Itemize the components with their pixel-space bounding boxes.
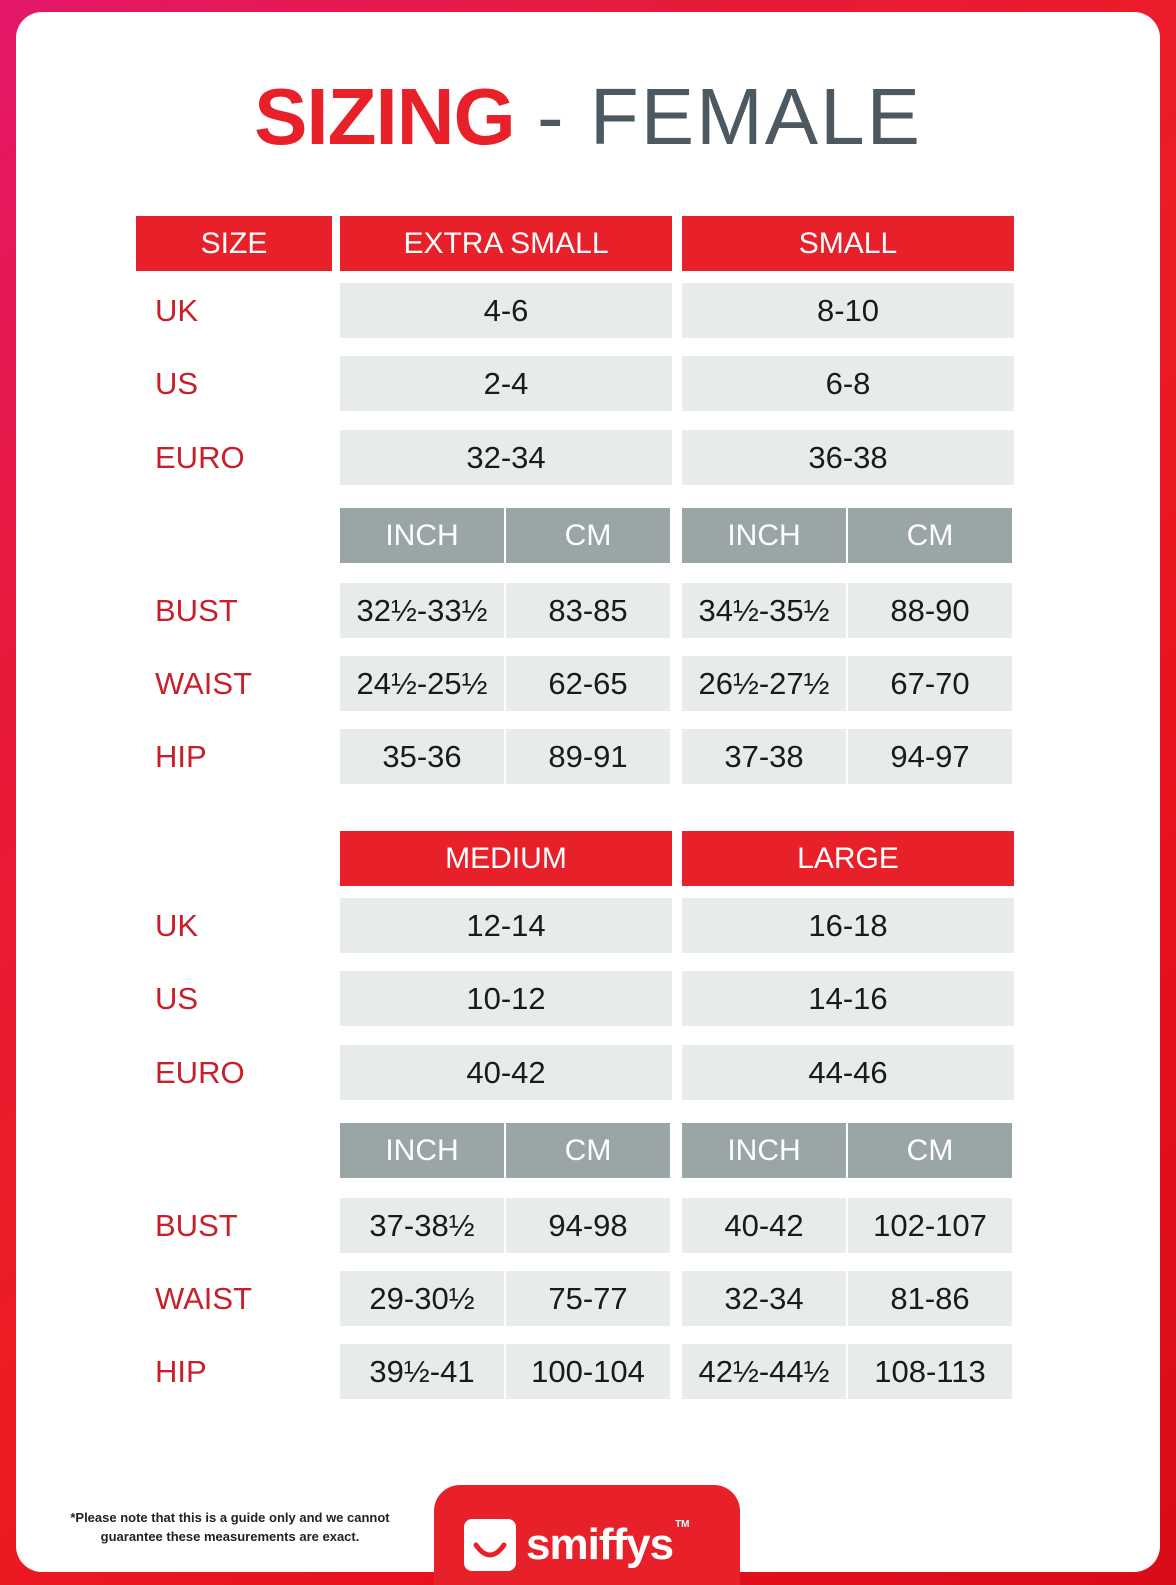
extra-small-waist-inch: 24½-25½: [340, 656, 504, 711]
size-header-medium: MEDIUM: [340, 831, 672, 886]
large-waist-cm: 81-86: [848, 1271, 1012, 1326]
row-label-hip: HIP: [155, 738, 207, 774]
medium-cm-header: CM: [506, 1123, 670, 1178]
small-bust-inch: 34½-35½: [682, 583, 846, 638]
brand-logo: [434, 1485, 740, 1585]
brand-name: smiffys: [526, 1520, 674, 1569]
row-label-us: US: [155, 980, 199, 1016]
large-hip-inch: 42½-44½: [682, 1344, 846, 1399]
small-euro-value: 36-38: [682, 430, 1014, 485]
medium-hip-cm: 100-104: [506, 1344, 670, 1399]
page-title: [0, 72, 1176, 162]
medium-euro-value: 40-42: [340, 1045, 672, 1100]
row-label-us: US: [155, 365, 199, 401]
title-light: - FEMALE: [536, 72, 922, 161]
row-label-waist: WAIST: [155, 665, 253, 701]
size-header-label: SIZE: [136, 216, 332, 271]
medium-inch-header: INCH: [340, 1123, 504, 1178]
extra-small-hip-inch: 35-36: [340, 729, 504, 784]
small-inch-header: INCH: [682, 508, 846, 563]
extra-small-inch-header: INCH: [340, 508, 504, 563]
smile-icon: [464, 1519, 516, 1571]
extra-small-hip-cm: 89-91: [506, 729, 670, 784]
extra-small-us-value: 2-4: [340, 356, 672, 411]
row-label-bust: BUST: [155, 1207, 238, 1243]
medium-us-value: 10-12: [340, 971, 672, 1026]
extra-small-euro-value: 32-34: [340, 430, 672, 485]
extra-small-cm-header: CM: [506, 508, 670, 563]
medium-bust-cm: 94-98: [506, 1198, 670, 1253]
small-uk-value: 8-10: [682, 283, 1014, 338]
row-label-uk: UK: [155, 292, 199, 328]
size-header-extra-small: EXTRA SMALL: [340, 216, 672, 271]
large-bust-inch: 40-42: [682, 1198, 846, 1253]
row-label-euro: EURO: [155, 1054, 245, 1090]
medium-bust-inch: 37-38½: [340, 1198, 504, 1253]
large-hip-cm: 108-113: [848, 1344, 1012, 1399]
large-cm-header: CM: [848, 1123, 1012, 1178]
row-label-euro: EURO: [155, 439, 245, 475]
large-bust-cm: 102-107: [848, 1198, 1012, 1253]
medium-uk-value: 12-14: [340, 898, 672, 953]
title-bold: SIZING: [254, 72, 515, 161]
small-bust-cm: 88-90: [848, 583, 1012, 638]
small-us-value: 6-8: [682, 356, 1014, 411]
small-hip-inch: 37-38: [682, 729, 846, 784]
size-header-large: LARGE: [682, 831, 1014, 886]
large-us-value: 14-16: [682, 971, 1014, 1026]
medium-hip-inch: 39½-41: [340, 1344, 504, 1399]
large-inch-header: INCH: [682, 1123, 846, 1178]
small-waist-inch: 26½-27½: [682, 656, 846, 711]
small-waist-cm: 67-70: [848, 656, 1012, 711]
medium-waist-cm: 75-77: [506, 1271, 670, 1326]
small-cm-header: CM: [848, 508, 1012, 563]
size-header-small: SMALL: [682, 216, 1014, 271]
row-label-hip: HIP: [155, 1353, 207, 1389]
medium-waist-inch: 29-30½: [340, 1271, 504, 1326]
disclaimer-note: [40, 1508, 420, 1546]
extra-small-bust-cm: 83-85: [506, 583, 670, 638]
disclaimer-line-2: guarantee these measurements are exact.: [100, 1529, 360, 1544]
extra-small-bust-inch: 32½-33½: [340, 583, 504, 638]
large-waist-inch: 32-34: [682, 1271, 846, 1326]
large-euro-value: 44-46: [682, 1045, 1014, 1100]
row-label-waist: WAIST: [155, 1280, 253, 1316]
trademark: TM: [675, 1519, 690, 1530]
row-label-bust: BUST: [155, 592, 238, 628]
extra-small-waist-cm: 62-65: [506, 656, 670, 711]
disclaimer-line-1: *Please note that this is a guide only and we cannot: [70, 1510, 390, 1525]
large-uk-value: 16-18: [682, 898, 1014, 953]
extra-small-uk-value: 4-6: [340, 283, 672, 338]
row-label-uk: UK: [155, 907, 199, 943]
small-hip-cm: 94-97: [848, 729, 1012, 784]
